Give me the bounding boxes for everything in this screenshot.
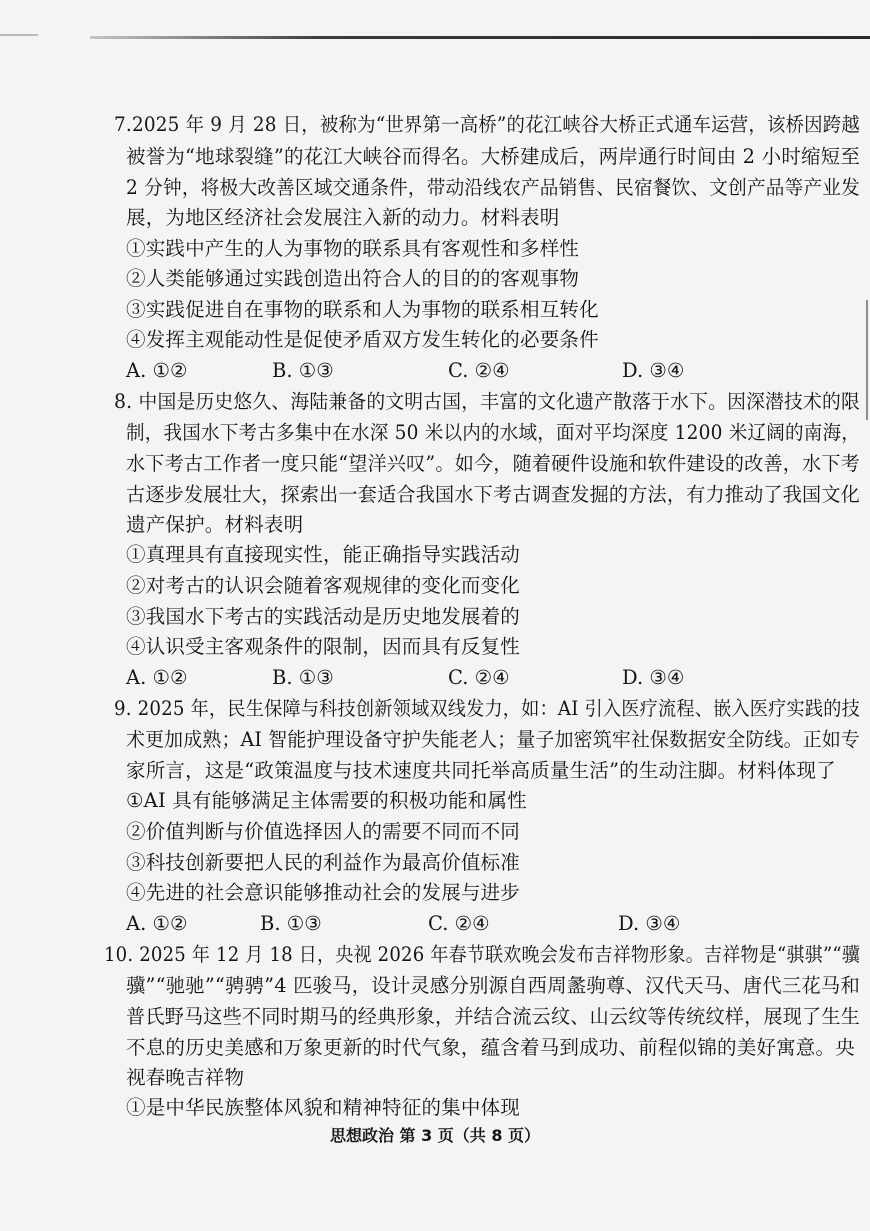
question-8-choices [126,663,766,693]
question-8-choice-a[interactable]: A. ①② [126,666,188,689]
question-9-statement-4: ④先进的社会意识能够推动社会的发展与进步 [126,881,521,904]
question-8-choice-d[interactable]: D. ③④ [622,666,685,689]
page-footer: 思想政治 第 3 页（共 8 页） [329,1126,541,1145]
question-9-stem-line-1: 9. 2025 年，民生保障与科技创新领域双线发力，如：AI 引入医疗流程、嵌入医疗实践的技 [114,697,860,720]
question-8-statement-2: ②对考古的认识会随着客观规律的变化而变化 [126,574,521,597]
question-7-choice-d[interactable]: D. ③④ [622,359,685,382]
question-9-choices [126,909,766,939]
question-9-statement-2: ②价值判断与价值选择因人的需要不同而不同 [126,820,521,843]
question-7-stem-line-1: 7.2025 年 9 月 28 日，被称为“世界第一高桥”的花江峡谷大桥正式通车运营，该桥因跨越 [114,113,860,136]
question-7-choice-a[interactable]: A. ①② [126,359,188,382]
question-8-choice-b[interactable]: B. ①③ [272,666,334,689]
question-7-statement-2: ②人类能够通过实践创造出符合人的目的的客观事物 [126,267,580,290]
question-7-stem-line-4: 展，为地区经济社会发展注入新的动力。材料表明 [126,206,560,229]
question-9-choice-b[interactable]: B. ①③ [260,912,322,935]
question-10-stem-line-5: 视春晚吉祥物 [126,1066,245,1089]
question-9-choice-c[interactable]: C. ②④ [428,912,490,935]
question-10-stem-line-2: 骥”“驰驰”“骋骋”4 匹骏马，设计灵感分别源自西周盠驹尊、汉代天马、唐代三花马和 [126,974,861,997]
question-9-stem-line-3: 家所言，这是“政策温度与技术速度共同托举高质量生活”的生动注脚。材料体现了 [126,759,836,782]
question-8-statement-3: ③我国水下考古的实践活动是历史地发展着的 [126,605,521,628]
question-8-stem-line-4: 古逐步发展壮大，探索出一套适合我国水下考古调查发掘的方法，有力推动了我国文化 [126,483,861,506]
question-7-statement-1: ①实践中产生的人为事物的联系具有客观性和多样性 [126,237,580,260]
question-7-stem-line-2: 被誉为“地球裂缝”的花江大峡谷而得名。大桥建成后，两岸通行时间由 2 小时缩短至 [126,145,861,168]
question-9-statement-3: ③科技创新要把人民的利益作为最高价值标准 [126,851,521,874]
question-8-stem-line-2: 制，我国水下考古多集中在水深 50 米以内的水域，面对平均深度 1200 米辽阔的南海， [126,421,861,444]
question-10-stem-line-1: 10. 2025 年 12 月 18 日，央视 2026 年春节联欢晚会发布吉祥物形象。吉祥物是“骐骐”“骥 [104,943,861,966]
question-7-statement-3: ③实践促进自在事物的联系和人为事物的联系相互转化 [126,298,599,321]
question-10-stem-line-4: 不息的历史美感和万象更新的时代气象，蕴含着马到成功、前程似锦的美好寓意。央 [126,1036,855,1059]
question-9-choice-a[interactable]: A. ①② [126,912,188,935]
question-8-stem-line-3: 水下考古工作者一度只能“望洋兴叹”。如今，随着硬件设施和软件建设的改善，水下考 [126,452,860,475]
question-8-stem-line-1: 8. 中国是历史悠久、海陆兼备的文明古国，丰富的文化遗产散落于水下。因深潜技术的限 [114,390,860,413]
question-9-statement-1: ①AI 具有能够满足主体需要的积极功能和属性 [126,789,527,812]
question-10-stem-line-3: 普氏野马这些不同时期马的经典形象，并结合流云纹、山云纹等传统纹样，展现了生生 [126,1005,861,1028]
question-8-statement-1: ①真理具有直接现实性，能正确指导实践活动 [126,543,521,566]
question-7-choice-b[interactable]: B. ①③ [272,359,334,382]
question-9-choice-d[interactable]: D. ③④ [618,912,681,935]
question-7-statement-4: ④发挥主观能动性是促使矛盾双方发生转化的必要条件 [126,328,599,351]
question-7-choice-c[interactable]: C. ②④ [448,359,510,382]
question-8-stem-line-5: 遗产保护。材料表明 [126,513,304,536]
question-7-stem-line-3: 2 分钟，将极大改善区域交通条件，带动沿线农产品销售、民宿餐饮、文创产品等产业发 [126,176,860,199]
question-7-choices [126,356,766,386]
question-8-statement-4: ④认识受主客观条件的限制，因而具有反复性 [126,635,521,658]
question-9-stem-line-2: 术更加成熟；AI 智能护理设备守护失能老人；量子加密筑牢社保数据安全防线。正如专 [126,728,861,751]
question-8-choice-c[interactable]: C. ②④ [448,666,510,689]
question-10-statement-1: ①是中华民族整体风貌和精神特征的集中体现 [126,1096,521,1119]
